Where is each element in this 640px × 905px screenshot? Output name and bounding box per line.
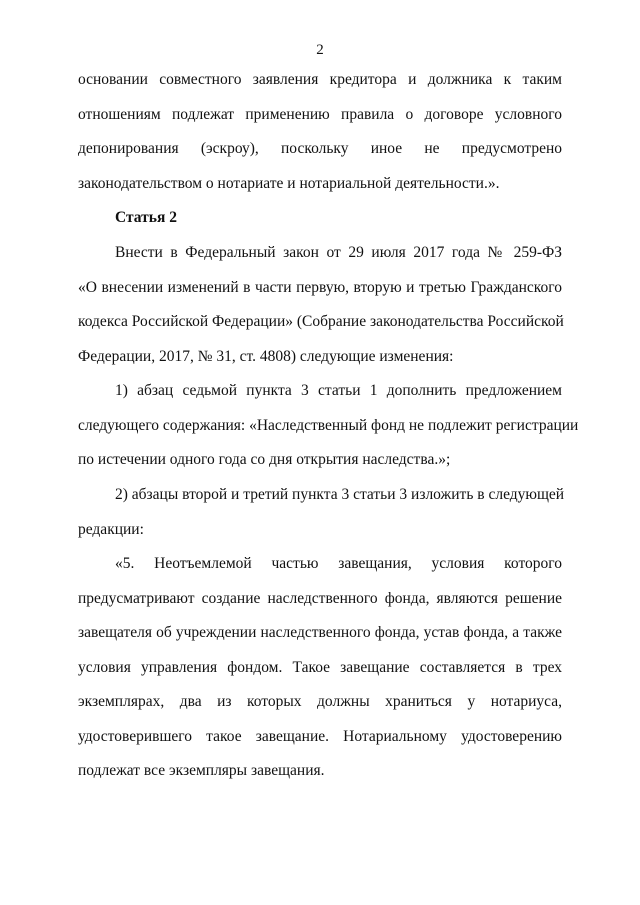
text-line: «О внесении изменений в части первую, вторую и третью Гражданского [78,278,562,296]
text-line: удостоверившего такое завещание. Нотариальному удостоверению [78,727,562,745]
text-line: условия управления фондом. Такое завещание составляется в трех [78,658,562,676]
text-line: экземплярах, два из которых должны храниться у нотариуса, [78,693,562,710]
text-line: Федерации, 2017, № 31, ст. 4808) следующие изменения: [78,347,454,365]
article-heading-block [78,201,562,236]
text-line: «5. Неотъемлемой частью завещания, условия которого [115,555,562,572]
text-line: редакции: [78,520,144,538]
text-line: основании совместного заявления кредитора и должника к таким [78,71,562,88]
text-line: Внести в Федеральный закон от 29 июля 2017 года № 259-ФЗ [115,244,562,261]
paragraph-amendment-intro [78,236,562,374]
paragraph-quoted-text [78,547,562,789]
text-line: 2) абзацы второй и третий пункта 3 статьи 3 изложить в следующей [115,486,565,503]
text-line: следующего содержания: «Наследственный фонд не подлежит регистрации [78,416,579,434]
article-heading: Статья 2 [115,209,177,226]
text-line: отношениям подлежат применению правила о договоре условного [78,105,562,123]
text-line: депонирования (эскроу), поскольку иное не предусмотрено [78,140,562,157]
text-line: кодекса Российской Федерации» (Собрание законодательства Российской [78,313,564,330]
text-line: по истечении одного года со дня открытия наследства.»; [78,451,451,468]
text-line: 1) абзац седьмой пункта 3 статьи 1 дополнить предложением [115,382,562,399]
page-number: 2 [316,42,324,58]
paragraph-continuation [78,63,562,201]
paragraph-item-1 [78,374,579,478]
text-line: предусматривают создание наследственного фонда, являются решение [78,589,562,607]
text-line: завещателя об учреждении наследственного фонда, устав фонда, а также [78,624,562,641]
text-line: законодательством о нотариате и нотариальной деятельности.». [78,174,500,192]
paragraph-item-2 [78,478,565,547]
text-line: подлежат все экземпляры завещания. [78,762,325,779]
